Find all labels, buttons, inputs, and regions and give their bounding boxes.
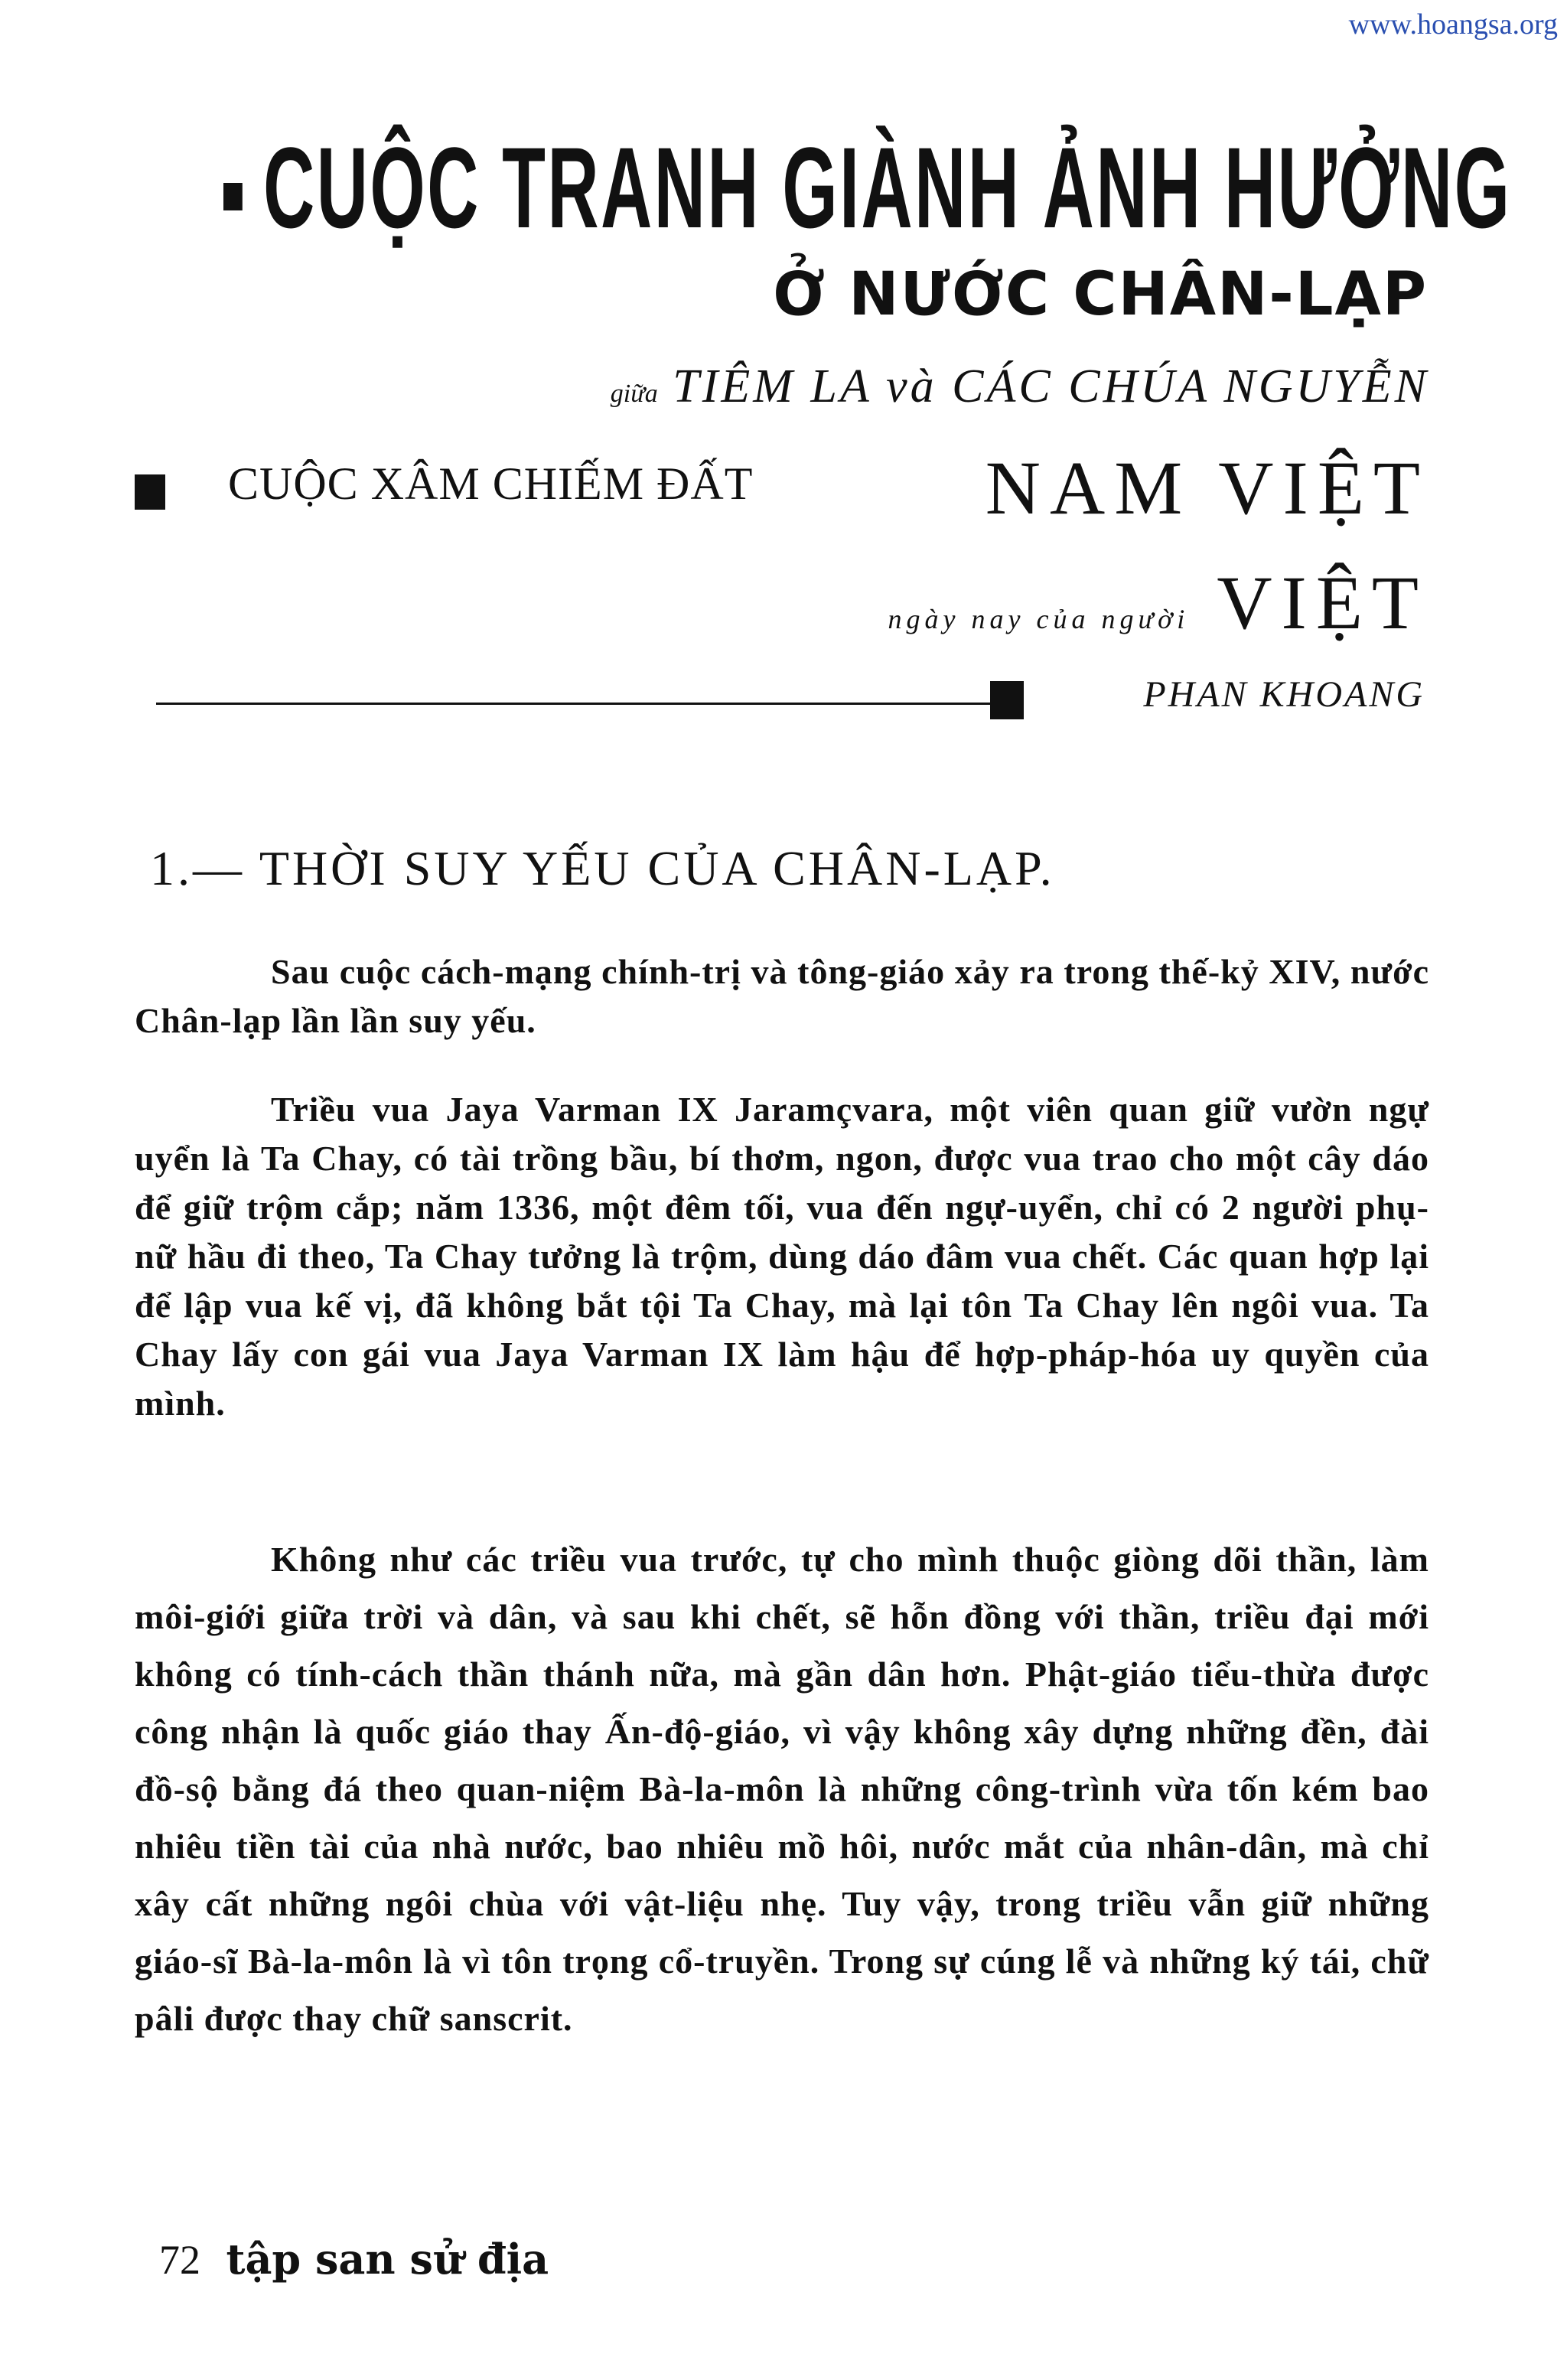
bullet-square-icon — [135, 474, 165, 510]
heading-line-5-text: ngày nay của người — [888, 604, 1190, 634]
paragraph-3: Không như các triều vua trước, tự cho mình thuộc giòng dõi thần, làm môi-giới giữa trời và dân, và sau khi chết, sẽ hỗn đồng với thần, triều đại mới không có tính-cách thần thánh nữa, mà gần dân hơn. Phật-giáo tiểu-thừa được công nhận là quốc giáo thay Ấn-độ-giáo, vì vậy không xây dựng những đền, đài đồ-sộ bằng đá theo quan-niệm Bà-la-môn là những công-trình vừa tốn kém bao nhiêu tiền tài của nhà nước, bao nhiêu mồ hôi, nước mắt của nhân-dân, mà chỉ xây cất những ngôi chùa với vật-liệu nhẹ. Tuy vậy, trong triều vẫn giữ những giáo-sĩ Bà-la-môn là vì tôn trọng cổ-truyền. Trong sự cúng lễ và những ký tái, chữ pâli được thay chữ sanscrit. — [135, 1540, 1429, 2038]
heading-line-5-large: VIỆT — [1217, 560, 1428, 645]
bullet-square-icon — [990, 681, 1024, 719]
paragraph-2: Triều vua Jaya Varman IX Jaramçvara, một viên quan giữ vườn ngự uyển là Ta Chay, có tài trồng bầu, bí thơm, ngon, được vua trao cho một cây dáo để giữ trộm cắp; năm 1336, một đêm tối, vua đến ngự-uyển, chỉ có 2 người phụ-nữ hầu đi theo, Ta Chay tưởng là trộm, dùng dáo đâm vua chết. Các quan hợp lại để lập vua kế vị, đã không bắt tội Ta Chay, mà lại tôn Ta Chay lên ngôi vua. Ta Chay lấy con gái vua Jaya Varman IX làm hậu để hợp-pháp-hóa uy quyền của mình. — [135, 1090, 1429, 1423]
watermark: www.hoangsa.org — [1348, 8, 1558, 41]
paragraph-1: Sau cuộc cách-mạng chính-trị và tông-giáo xảy ra trong thế-kỷ XIV, nước Chân-lạp lần lần suy yếu. — [135, 952, 1429, 1040]
heading-line-1-text: CUỘC TRANH GIÀNH ẢNH HƯỞNG — [263, 123, 1512, 252]
heading-line-3-main: TIÊM LA và CÁC CHÚA NGUYỄN — [673, 360, 1429, 412]
page-footer — [159, 2235, 549, 2284]
author-byline: PHAN KHOANG — [1143, 674, 1425, 715]
byline-rule — [156, 703, 990, 705]
heading-line-1 — [223, 123, 1512, 252]
section-title: 1.— THỜI SUY YẾU CỦA CHÂN-LẠP. — [150, 841, 1055, 895]
heading-line-4-large: NAM VIỆT — [985, 445, 1429, 530]
heading-line-2: Ở NƯỚC CHÂN-LẠP — [772, 260, 1428, 329]
heading-line-3-prefix: giữa — [610, 380, 658, 408]
heading-line-5 — [888, 559, 1428, 643]
heading-line-3 — [611, 360, 1429, 414]
magazine-name: tập san sử địa — [226, 2235, 549, 2284]
bullet-square-icon — [223, 183, 243, 210]
heading-line-4-text: CUỘC XÂM CHIẾM ĐẤT — [228, 458, 754, 509]
heading-line-4 — [130, 444, 1429, 528]
page-number: 72 — [159, 2237, 200, 2283]
